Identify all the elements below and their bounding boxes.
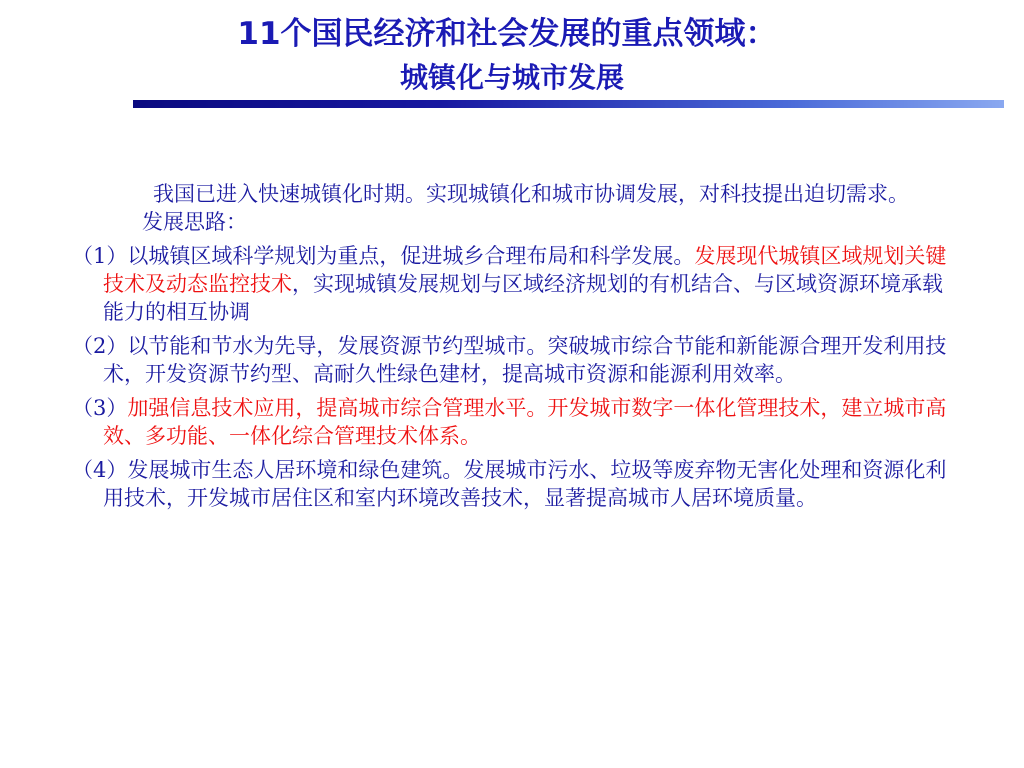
title-line-main: 11个国民经济和社会发展的重点领域： xyxy=(237,16,777,52)
item-text: 以节能和节水为先导，发展资源节约型城市。突破城市综合节能和新能源合理开发利用技术，开发资源节约型、高耐久性绿色建材，提高城市资源和能源利用效率。 xyxy=(103,334,947,386)
title-divider xyxy=(133,100,1004,108)
item-text: 发展城市生态人居环境和绿色建筑。发展城市污水、垃圾等废弃物无害化处理和资源化利用技术，开发城市居住区和室内环境改善技术，显著提高城市人居环境质量。 xyxy=(103,458,947,510)
list-item-4 xyxy=(72,456,962,512)
slide-title xyxy=(0,12,1024,98)
list-item-3 xyxy=(72,394,962,450)
item-number: （4） xyxy=(72,458,128,482)
list-item-1 xyxy=(72,242,962,326)
item-number: （2） xyxy=(72,334,128,358)
item-number: （3） xyxy=(72,396,128,420)
title-line-sub: 城镇化与城市发展 xyxy=(399,61,624,94)
intro-paragraph: 我国已进入快速城镇化时期。实现城镇化和城市协调发展，对科技提出迫切需求。 xyxy=(153,182,909,206)
item-text: 以城镇区域科学规划为重点，促进城乡合理布局和科学发展。 xyxy=(127,244,695,268)
item-highlight: 发展现代城镇区域规划关键技术及动态监控技术 xyxy=(103,244,947,296)
list-item-2 xyxy=(72,332,962,388)
subheading: 发展思路： xyxy=(142,210,247,234)
item-highlight: 加强信息技术应用，提高城市综合管理水平。开发城市数字一体化管理技术，建立城市高效、多功能、一体化综合管理技术体系。 xyxy=(103,396,947,448)
slide-body xyxy=(72,180,962,512)
item-number: （1） xyxy=(72,244,128,268)
item-text-continued: ，实现城镇发展规划与区域经济规划的有机结合、与区域资源环境承载能力的相互协调 xyxy=(103,272,943,324)
